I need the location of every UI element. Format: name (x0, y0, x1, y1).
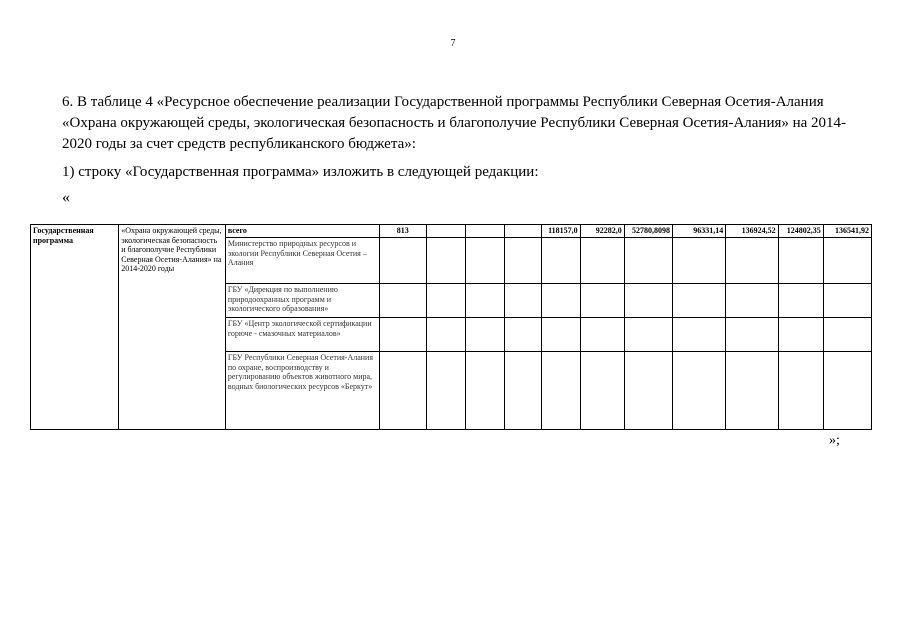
executor-cell: ГБУ Республики Северная Осетия-Алания по охране, воспроизводству и регулированию объектов животного мира, водных биологических ресурсов «Беркут» (225, 352, 379, 430)
closing-quote: »; (829, 433, 840, 448)
resource-table (30, 224, 872, 430)
table-row (31, 225, 872, 238)
executor-cell: ГБУ «Дирекция по выполнению природоохранных программ и экологического образования» (225, 284, 379, 318)
value-cell: 52780,8098 (624, 225, 672, 238)
empty-cell (426, 225, 465, 238)
status-cell: Государственная программа (31, 225, 119, 430)
value-cell: 118157,0 (541, 225, 580, 238)
paragraph-amendment-item: 1) строку «Государственная программа» изложить в следующей редакции: (62, 164, 539, 180)
program-name-cell: «Охрана окружающей среды, экологическая безопасность и благополучие Республики Северная Осетия-Алания» на 2014-2020 годы (119, 225, 226, 430)
value-cell: 92282,0 (580, 225, 624, 238)
paragraph-amendment-intro: 6. В таблице 4 «Ресурсное обеспечение реализации Государственной программы Республики Северная Осетия-Алания «Охрана окружающей среды, экологическая безопасность и благополучие Республики Северная Осетия-Алания» на 2014-2020 годы за счет средств республиканского бюджета»: (62, 94, 847, 152)
total-label-cell: всего (225, 225, 379, 238)
executor-cell: ГБУ «Центр экологической сертификации горюче - смазочных материалов» (225, 318, 379, 352)
empty-cell (504, 225, 541, 238)
value-cell: 96331,14 (672, 225, 725, 238)
grbs-code-cell: 813 (379, 225, 426, 238)
value-cell: 124802,35 (778, 225, 823, 238)
page-number: 7 (450, 38, 456, 49)
empty-cell (465, 225, 504, 238)
value-cell: 136541,92 (823, 225, 871, 238)
executor-cell: Министерство природных ресурсов и экологии Республики Северная Осетия – Алания (225, 238, 379, 284)
opening-quote: « (62, 189, 70, 206)
value-cell: 136924,52 (726, 225, 778, 238)
